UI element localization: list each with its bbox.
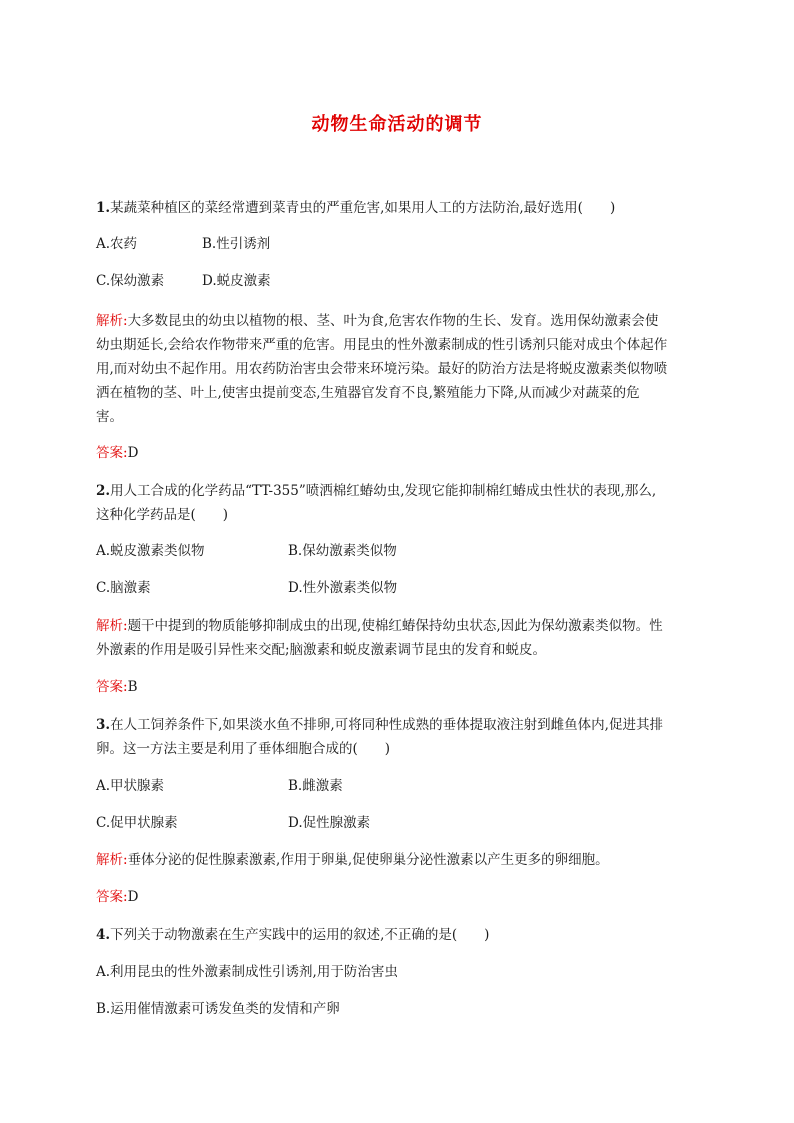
question-1-number: 1.	[96, 200, 111, 216]
question-1-analysis-line-3: 用,而对幼虫不起作用。用农药防治害虫会带来环境污染。最好的防治方法是将蜕皮激素类似物喷	[96, 361, 668, 377]
answer-value: D	[127, 889, 139, 905]
question-2-stem-line-2: 这种化学药品是( )	[96, 507, 229, 523]
question-3-option-b: B.雌激素	[288, 778, 343, 794]
question-1-answer	[96, 441, 138, 465]
answer-value: B	[127, 679, 138, 695]
question-1-analysis-line-1: 解析:大多数昆虫的幼虫以植物的根、茎、叶为食,危害农作物的生长、发育。选用保幼激素会使	[96, 313, 659, 329]
question-1-options-ab	[96, 232, 496, 256]
question-2-option-a: A.蜕皮激素类似物	[96, 543, 205, 559]
question-3-options-ab	[96, 774, 596, 798]
question-2-answer	[96, 675, 137, 699]
question-3-analysis-line-1: 解析:垂体分泌的促性腺素激素,作用于卵巢,促使卵巢分泌性激素以产生更多的卵细胞。	[96, 852, 609, 868]
question-4-option-b: B.运用催情激素可诱发鱼类的发情和产卵	[96, 1001, 340, 1017]
question-2-option-d: D.性外激素类似物	[288, 580, 398, 596]
answer-label: 答案:	[96, 889, 128, 905]
question-2-option-c: C.脑激素	[96, 580, 151, 596]
answer-label: 答案:	[96, 445, 128, 461]
question-3-option-d: D.促性腺激素	[288, 815, 371, 831]
question-3-number: 3.	[96, 717, 111, 733]
question-1-option-a: A.农药	[96, 236, 138, 252]
question-1-analysis-line-2: 幼虫期延长,会给农作物带来严重的危害。用昆虫的性外激素制成的性引诱剂只能对成虫个体起作	[96, 337, 668, 353]
question-1-option-b: B.性引诱剂	[202, 236, 271, 252]
analysis-label: 解析:	[96, 618, 128, 634]
question-1-stem	[96, 196, 615, 220]
question-1-options-cd	[96, 269, 496, 293]
question-2-stem-line-1: 2.用人工合成的化学药品“TT-355”喷洒棉红蝽幼虫,发现它能抑制棉红蝽成虫性状的表现,那么,	[96, 483, 657, 499]
analysis-label: 解析:	[96, 313, 128, 329]
question-3-options-cd	[96, 811, 596, 835]
analysis-label: 解析:	[96, 852, 128, 868]
question-3-option-c: C.促甲状腺素	[96, 815, 178, 831]
question-3-answer	[96, 885, 138, 909]
question-3-stem-line-1: 3.在人工饲养条件下,如果淡水鱼不排卵,可将同种性成熟的垂体提取液注射到雌鱼体内,促进其排	[96, 717, 663, 733]
question-2-number: 2.	[96, 483, 111, 499]
question-4-option-a: A.利用昆虫的性外激素制成性引诱剂,用于防治害虫	[96, 964, 398, 980]
question-1-analysis-line-5: 害。	[96, 409, 123, 425]
question-1-option-d: D.蜕皮激素	[202, 273, 271, 289]
question-1-text: 某蔬菜种植区的菜经常遭到菜青虫的严重危害,如果用人工的方法防治,最好选用( )	[110, 200, 616, 216]
question-1-option-c: C.保幼激素	[96, 273, 165, 289]
page-title: 动物生命活动的调节	[311, 114, 483, 135]
question-2-analysis-line-2: 外激素的作用是吸引异性来交配;脑激素和蜕皮激素调节昆虫的发育和蜕皮。	[96, 642, 547, 658]
question-2-options-ab	[96, 539, 596, 563]
question-4-stem: 4.下列关于动物激素在生产实践中的运用的叙述,不正确的是( )	[96, 927, 490, 943]
question-2-analysis-line-1: 解析:题干中提到的物质能够抑制成虫的出现,使棉红蝽保持幼虫状态,因此为保幼激素类似物。性	[96, 618, 663, 634]
question-2-options-cd	[96, 576, 596, 600]
answer-value: D	[127, 445, 139, 461]
answer-label: 答案:	[96, 679, 128, 695]
question-3-option-a: A.甲状腺素	[96, 778, 165, 794]
question-2-option-b: B.保幼激素类似物	[288, 543, 397, 559]
question-1-analysis-line-4: 洒在植物的茎、叶上,使害虫提前变态,生殖器官发育不良,繁殖能力下降,从而减少对蔬菜的危	[96, 385, 640, 401]
question-3-stem-line-2: 卵。这一方法主要是利用了垂体细胞合成的( )	[96, 741, 391, 757]
question-4-number: 4.	[96, 927, 111, 943]
